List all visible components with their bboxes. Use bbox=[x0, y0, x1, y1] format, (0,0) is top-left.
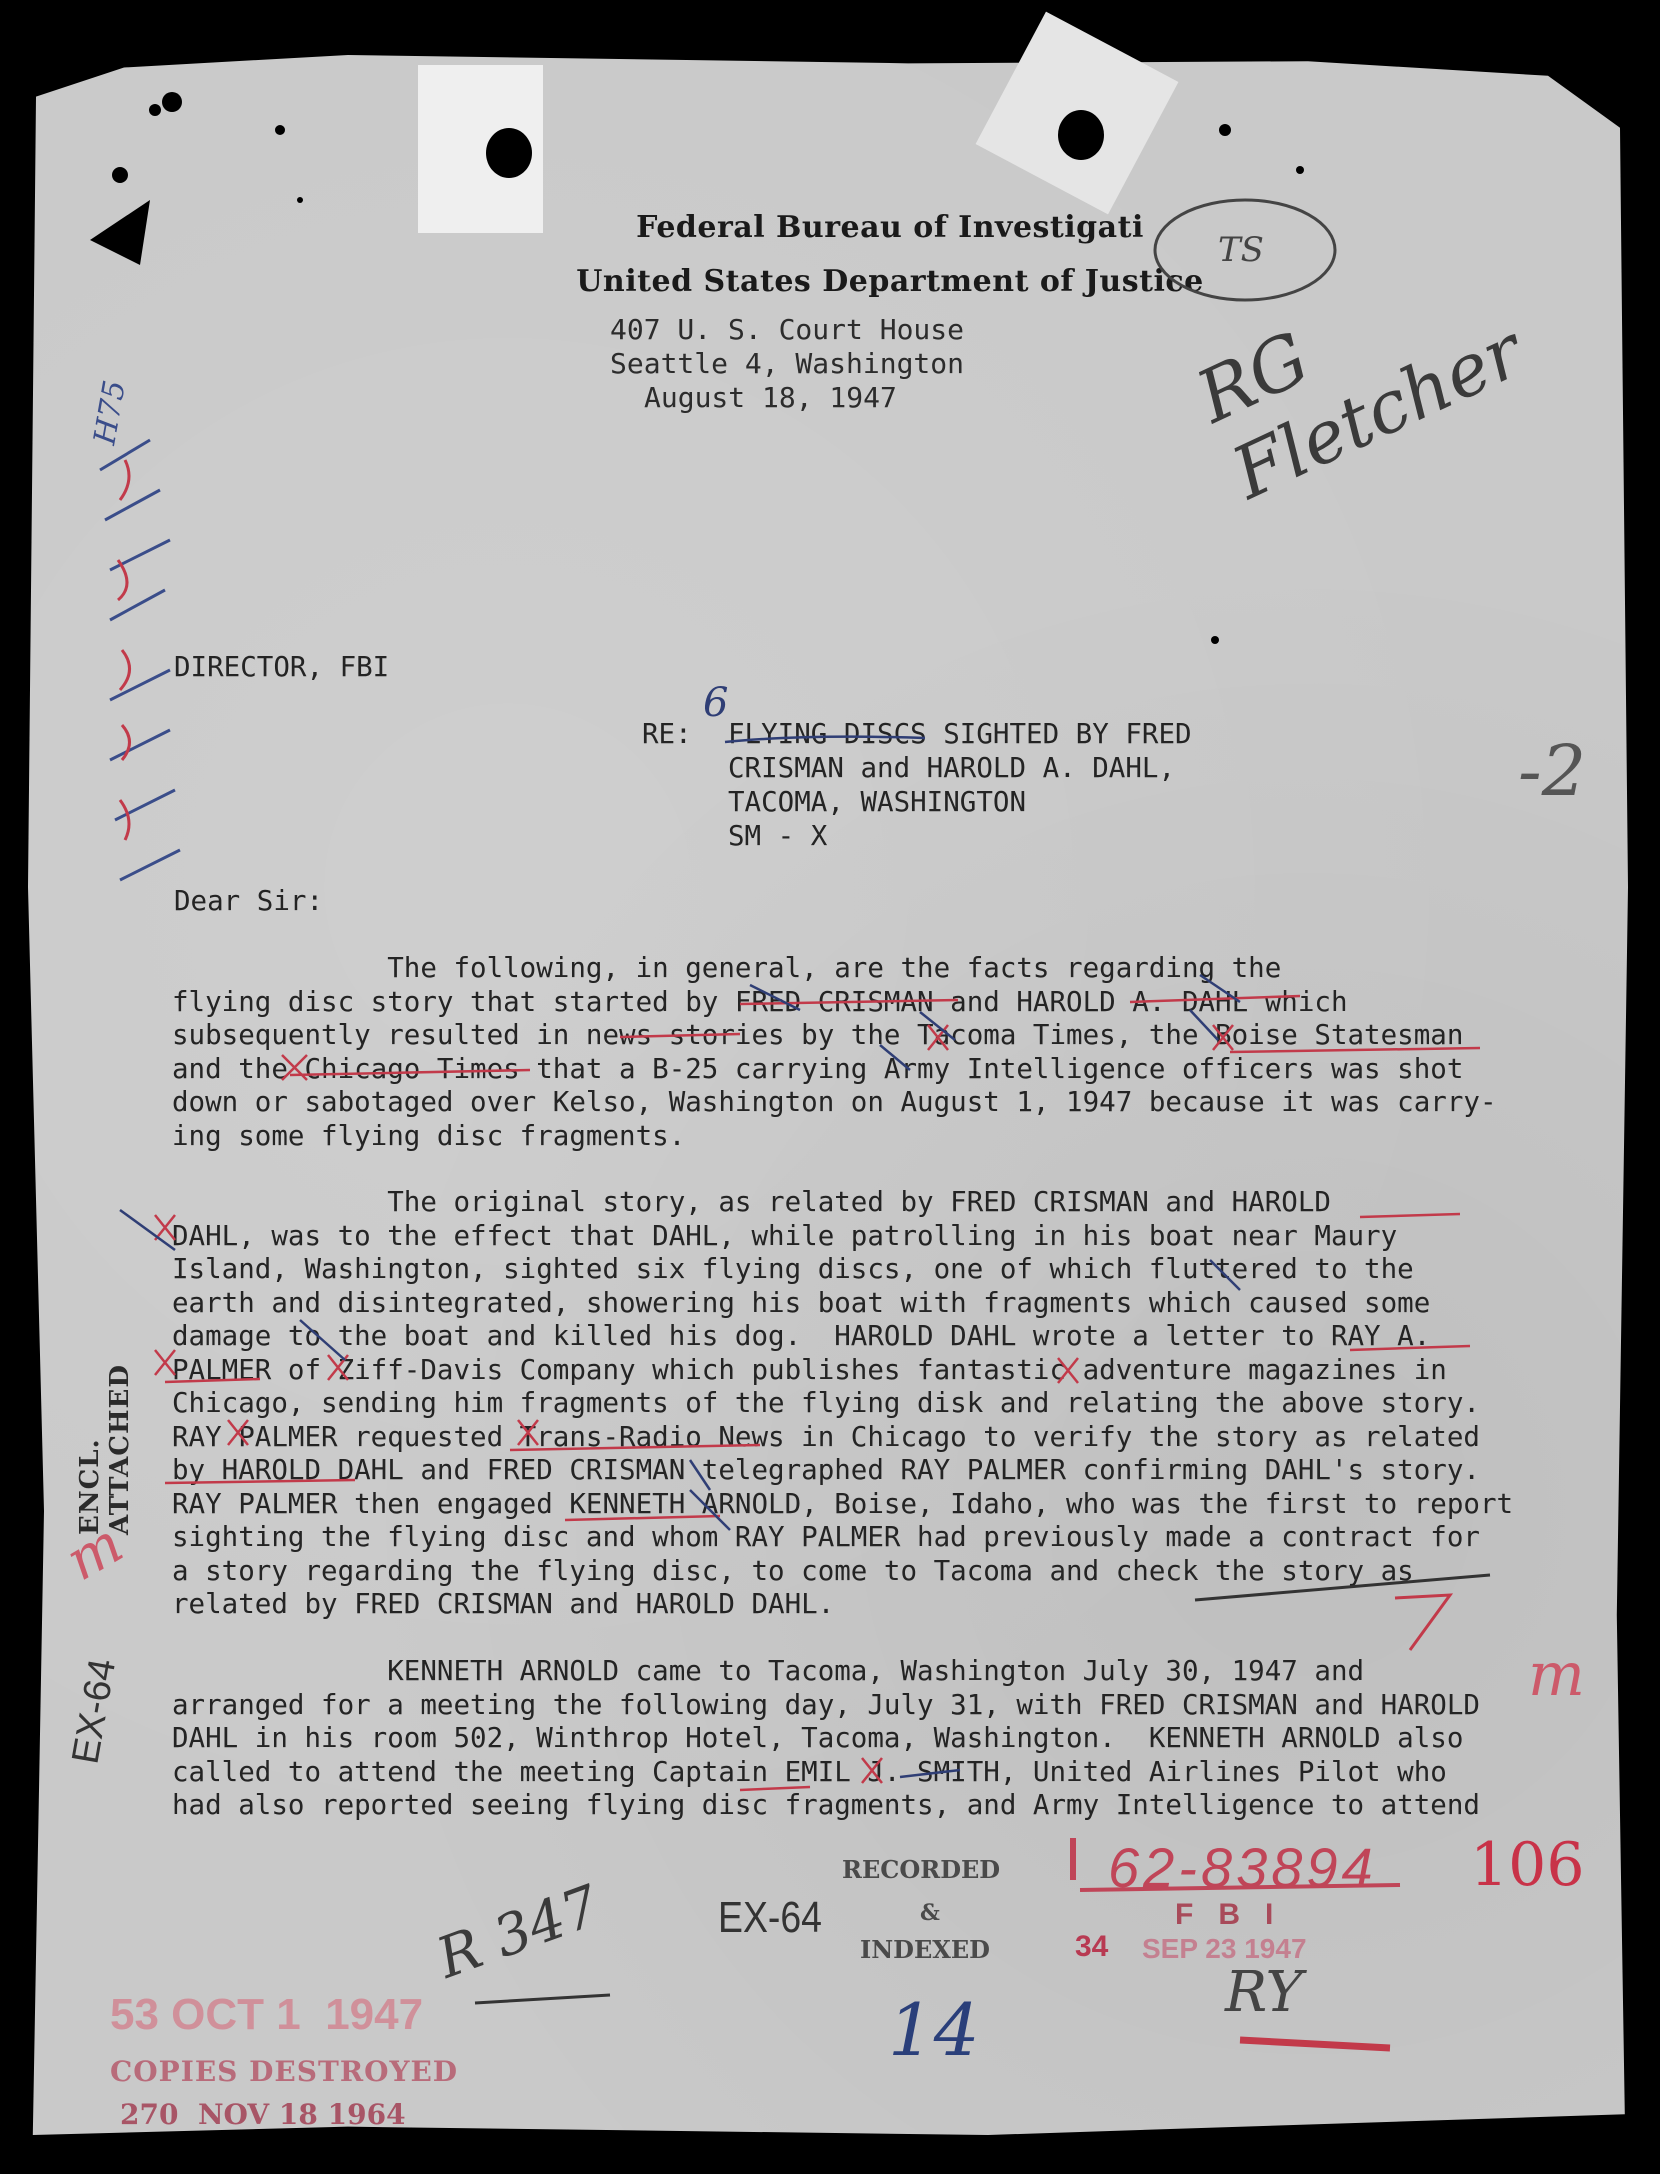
paragraph-line: subsequently resulted in news stories by the Tacoma Times, the Boise Statesman bbox=[172, 1019, 1464, 1051]
paragraph-line: related by FRED CRISMAN and HAROLD DAHL. bbox=[172, 1588, 835, 1620]
agency-heading: Federal Bureau of Investigati bbox=[636, 210, 1144, 245]
paragraph-1 bbox=[172, 952, 1532, 1153]
indexed-stamp: INDEXED bbox=[860, 1935, 990, 1964]
received-date: SEP 23 1947 bbox=[1142, 1933, 1307, 1964]
paragraph-line: and the Chicago Times that a B-25 carrying Army Intelligence officers was shot bbox=[172, 1052, 1464, 1085]
paragraph-line: DAHL, was to the effect that DAHL, while patrolling in his boat near Maury bbox=[172, 1219, 1398, 1252]
paragraph-line: flying disc story that started by FRED CRISMAN and HAROLD A. DAHL which bbox=[172, 985, 1348, 1018]
re-line-2: CRISMAN and HAROLD A. DAHL, bbox=[728, 752, 1176, 784]
re-line-1: FLYING DISCS SIGHTED BY FRED bbox=[728, 718, 1192, 750]
red-m-right: m bbox=[1528, 1640, 1585, 1710]
ry-initials: RY bbox=[1225, 1960, 1303, 2025]
ex-64-stamp: EX-64 bbox=[718, 1893, 822, 1942]
paragraph-line: by HAROLD DAHL and FRED CRISMAN telegraphed RAY PALMER confirming DAHL's story. bbox=[172, 1454, 1480, 1486]
address-line-2: Seattle 4, Washington bbox=[610, 347, 965, 380]
re-handwritten-mark: 6 bbox=[703, 680, 729, 726]
paragraph-3 bbox=[172, 1655, 1532, 1823]
re-line-3: TACOMA, WASHINGTON bbox=[728, 786, 1027, 818]
left-ex-stamp: EX-64 bbox=[64, 1655, 125, 1768]
paragraph-line: earth and disintegrated, showering his boat with fragments which caused some bbox=[172, 1286, 1431, 1319]
oct-stamp: 53 OCT 1 1947 bbox=[110, 1990, 424, 2039]
recorded-stamp: RECORDED bbox=[842, 1855, 1001, 1884]
paragraph-line: damage to the boat and killed his dog. HAROLD DAHL wrote a letter to RAY A. bbox=[172, 1320, 1431, 1352]
right-margin-mark: -2 bbox=[1518, 730, 1587, 812]
re-line-4: SM - X bbox=[728, 820, 828, 852]
circled-note: TS bbox=[1218, 230, 1264, 270]
letter-date: August 18, 1947 bbox=[644, 381, 897, 414]
signature-initials: RG Fletcher bbox=[1184, 308, 1535, 516]
paragraph-line: RAY PALMER requested Trans-Radio News in Chicago to verify the story as related bbox=[172, 1420, 1480, 1453]
paragraph-line: down or sabotaged over Kelso, Washington on August 1, 1947 because it was carry- bbox=[172, 1086, 1497, 1118]
fbi-stamp: F B I bbox=[1175, 1898, 1274, 1931]
recorded-amp: & bbox=[920, 1900, 940, 1926]
paragraph-line: sighting the flying disc and whom RAY PALMER had previously made a contract for bbox=[172, 1521, 1480, 1553]
page-number-handwritten: 14 bbox=[888, 1988, 980, 2072]
serial-number: 106 bbox=[1470, 1830, 1585, 1900]
paragraph-line: arranged for a meeting the following day, July 31, with FRED CRISMAN and HAROLD bbox=[172, 1688, 1480, 1721]
r-note: R 347 bbox=[428, 1873, 608, 1992]
paragraph-line: The original story, as related by FRED CRISMAN and HAROLD bbox=[172, 1186, 1331, 1218]
paragraph-2 bbox=[172, 1186, 1532, 1622]
red-m-left: m bbox=[55, 1511, 134, 1594]
enclosure-stamp: ENCL. ATTACHED bbox=[75, 1364, 135, 1535]
recipient: DIRECTOR, FBI bbox=[174, 651, 390, 683]
punch-hole-right bbox=[1058, 110, 1104, 160]
copies-destroyed-stamp: COPIES DESTROYED bbox=[110, 2055, 459, 2088]
paragraph-line: KENNETH ARNOLD came to Tacoma, Washington July 30, 1947 and bbox=[172, 1655, 1365, 1687]
paragraph-line: RAY PALMER then engaged KENNETH ARNOLD, Boise, Idaho, who was the first to report bbox=[172, 1487, 1514, 1520]
paragraph-line: had also reported seeing flying disc fragments, and Army Intelligence to attend bbox=[172, 1789, 1480, 1821]
paragraph-line: called to attend the meeting Captain EMIL J. SMITH, United Airlines Pilot who bbox=[172, 1755, 1447, 1788]
destroyed-date: 270 NOV 18 1964 bbox=[120, 2098, 406, 2131]
file-number: 62-83894 bbox=[1108, 1836, 1377, 1899]
paragraph-line: Chicago, sending him fragments of the flying disk and relating the above story. bbox=[172, 1387, 1480, 1419]
paragraph-line: Island, Washington, sighted six flying discs, one of which fluttered to the bbox=[172, 1253, 1414, 1285]
left-margin-note: H75 bbox=[87, 377, 133, 448]
paragraph-line: PALMER of Ziff-Davis Company which publishes fantastic adventure magazines in bbox=[172, 1353, 1447, 1386]
re-label: RE: bbox=[642, 718, 692, 750]
address-line-1: 407 U. S. Court House bbox=[610, 313, 965, 346]
punch-hole-left bbox=[486, 128, 532, 178]
department-heading: United States Department of Justice bbox=[576, 264, 1204, 299]
paragraph-line: DAHL in his room 502, Winthrop Hotel, Tacoma, Washington. KENNETH ARNOLD also bbox=[172, 1722, 1464, 1754]
paragraph-line: ing some flying disc fragments. bbox=[172, 1119, 686, 1152]
salutation: Dear Sir: bbox=[174, 885, 324, 917]
paragraph-line: a story regarding the flying disc, to come to Tacoma and check the story as bbox=[172, 1554, 1414, 1587]
received-prefix: 34 bbox=[1075, 1930, 1109, 1963]
address-block bbox=[610, 313, 990, 415]
paragraph-line: The following, in general, are the facts regarding the bbox=[172, 952, 1282, 984]
